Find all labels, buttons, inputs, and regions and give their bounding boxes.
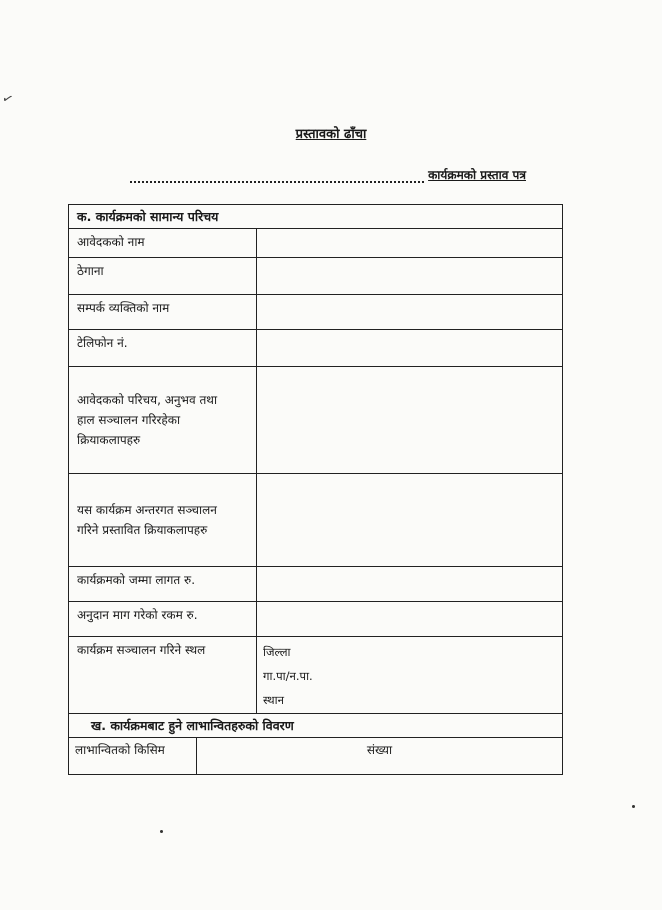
label-line: आवेदकको परिचय, अनुभव तथा — [77, 393, 218, 407]
form-row-grant-requested — [69, 601, 562, 636]
scan-speck — [632, 805, 635, 808]
field-label: कार्यक्रमको जम्मा लागत रु. — [69, 567, 257, 601]
telephone-field[interactable] — [257, 330, 562, 366]
form-row-telephone — [69, 329, 562, 366]
form-row-total-cost — [69, 566, 562, 601]
label-line: गरिने प्रस्तावित क्रियाकलापहरु — [77, 523, 208, 537]
field-label: सम्पर्क व्यक्तिको नाम — [69, 295, 257, 329]
page-title: प्रस्तावको ढाँचा — [295, 127, 367, 142]
section-b-heading: ख. कार्यक्रमबाट हुने लाभान्वितहरुको विवरण — [91, 718, 294, 733]
district-label: जिल्ला — [263, 645, 291, 659]
place-label: स्थान — [263, 693, 284, 707]
municipality-label: गा.पा/न.पा. — [263, 669, 313, 683]
form-row-applicant-intro — [69, 366, 562, 473]
field-label: अनुदान माग गरेको रकम रु. — [69, 602, 257, 636]
address-field[interactable] — [257, 258, 562, 294]
label-line: क्रियाकलापहरु — [77, 433, 141, 447]
form-row-location — [69, 636, 562, 713]
field-label: टेलिफोन नं. — [69, 330, 257, 366]
proposal-form — [68, 204, 563, 775]
blank-fill-line[interactable] — [130, 173, 424, 183]
scan-speck — [160, 830, 163, 833]
field-label — [69, 367, 257, 473]
location-fields[interactable] — [257, 637, 562, 713]
beneficiary-count-header: संख्या — [366, 743, 393, 757]
contact-person-field[interactable] — [257, 295, 562, 329]
form-row-address — [69, 257, 562, 294]
form-row-proposed-activities — [69, 473, 562, 566]
applicant-name-field[interactable] — [257, 229, 562, 257]
field-label — [69, 474, 257, 566]
field-label: आवेदकको नाम — [69, 229, 257, 257]
section-a-heading: क. कार्यक्रमको सामान्य परिचय — [77, 209, 219, 224]
section-a-heading-row — [69, 205, 562, 228]
section-b-heading-row — [69, 713, 562, 737]
label-line: हाल सञ्चालन गरिरहेका — [77, 413, 181, 427]
form-row-contact-person — [69, 294, 562, 329]
applicant-intro-field[interactable] — [257, 367, 562, 473]
subtitle: कार्यक्रमको प्रस्ताव पत्र — [428, 168, 526, 182]
pen-mark-icon: ✓ — [0, 90, 16, 109]
field-label: कार्यक्रम सञ्चालन गरिने स्थल — [69, 637, 257, 713]
beneficiary-type-header: लाभान्वितको किसिम — [69, 738, 197, 774]
proposed-activities-field[interactable] — [257, 474, 562, 566]
proposal-letter-heading — [130, 166, 526, 183]
beneficiary-table-row — [69, 737, 562, 774]
grant-amount-field[interactable] — [257, 602, 562, 636]
form-row-applicant-name — [69, 228, 562, 257]
total-cost-field[interactable] — [257, 567, 562, 601]
label-line: यस कार्यक्रम अन्तरगत सञ्चालन — [77, 503, 217, 517]
field-label: ठेगाना — [69, 258, 257, 294]
